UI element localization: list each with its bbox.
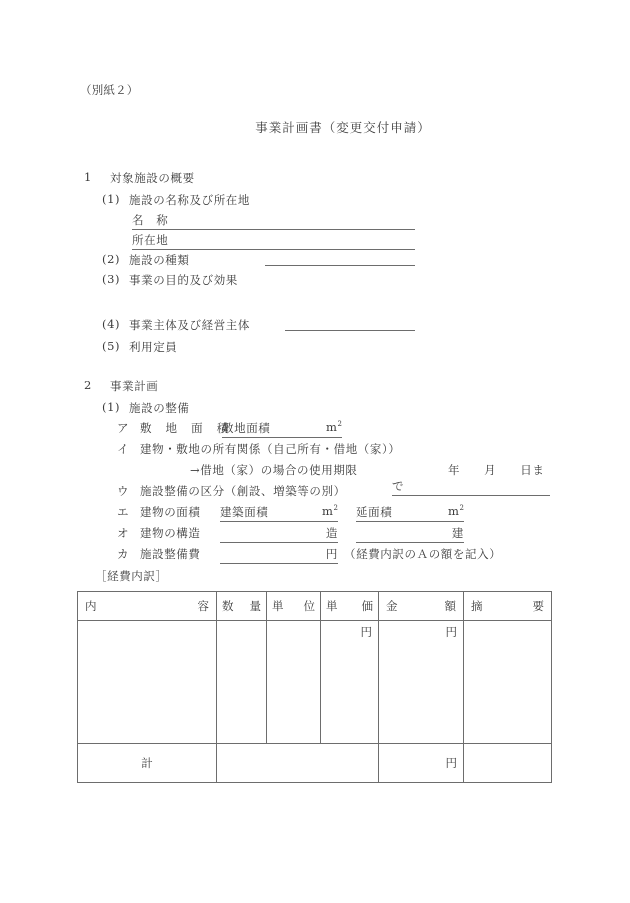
cost-breakdown-table <box>77 591 552 783</box>
section1-item-3-label: 事業の目的及び効果 <box>129 273 238 287</box>
facility-address-label: 所在地 <box>132 233 169 247</box>
cell-amount-yen: 円 <box>445 625 457 639</box>
cell-quantity[interactable] <box>217 621 267 744</box>
building-area-label: 建築面積 <box>220 505 269 519</box>
table-header-row <box>78 592 552 621</box>
structure-field-2[interactable] <box>356 525 464 543</box>
structure-unit-date: 建 <box>451 526 464 540</box>
building-area-unit: $m^2$ <box>322 504 338 518</box>
row-ka-marker: カ <box>117 547 130 561</box>
col-header-unit-price-text: 単価 <box>326 599 373 613</box>
section1-item-1-label: 施設の名称及び所在地 <box>129 193 250 207</box>
site-area-field[interactable] <box>222 420 342 438</box>
section2-sub-marker: (1) <box>102 400 121 414</box>
facility-cost-field[interactable] <box>220 546 338 564</box>
section2-sub-label: 施設の整備 <box>129 401 190 415</box>
row-e-label: 建物の面積 <box>140 505 201 519</box>
total-floor-area-unit: $m^2$ <box>448 504 464 518</box>
section1-item-4-marker: (4) <box>102 317 121 331</box>
col-header-unit <box>267 592 321 621</box>
col-header-quantity <box>217 592 267 621</box>
row-a-marker: ア <box>117 421 130 435</box>
col-header-unit-price <box>321 592 379 621</box>
lease-day-label: 日まで <box>392 463 545 493</box>
cell-unit-price[interactable] <box>321 621 379 744</box>
section1-number: 1 <box>84 170 92 184</box>
section2-number: 2 <box>84 378 92 392</box>
col-header-quantity-text: 数量 <box>222 599 261 613</box>
section1-item-5-label: 利用定員 <box>129 340 178 354</box>
col-header-amount-text: 金額 <box>386 599 456 613</box>
section1-item-4-label: 事業主体及び経営主体 <box>129 318 250 332</box>
total-floor-area-field[interactable] <box>356 504 464 522</box>
row-ka-label: 施設整備費 <box>140 547 201 561</box>
col-header-unit-text: 単位 <box>272 599 315 613</box>
section1-item-2-label: 施設の種類 <box>129 253 190 267</box>
row-u-label: 施設整備の区分（創設、増築等の別） <box>140 484 346 498</box>
row-a-label: 敷 地 面 積 <box>140 421 234 435</box>
cell-amount[interactable] <box>379 621 464 744</box>
page-title <box>0 118 630 136</box>
facility-name-label: 名 称 <box>132 213 169 227</box>
attachment-tag: （別紙２） <box>80 83 139 97</box>
cost-table-caption: ［経費内訳］ <box>95 569 168 583</box>
cell-remarks[interactable] <box>464 621 552 744</box>
row-o-label: 建物の構造 <box>140 526 201 540</box>
section1-item-5-marker: (5) <box>102 339 121 353</box>
lease-period-label: →借地（家）の場合の使用期限 <box>190 463 358 477</box>
cell-unit[interactable] <box>267 621 321 744</box>
facility-address-field[interactable] <box>132 232 415 250</box>
total-floor-area-label: 延面積 <box>356 505 393 519</box>
table-total-row <box>78 744 552 783</box>
section1-item-1-marker: (1) <box>102 192 121 206</box>
row-u-marker: ウ <box>117 484 130 498</box>
row-i-marker: イ <box>117 442 130 456</box>
total-label-text: 計 <box>141 756 153 770</box>
facility-type-input-rule[interactable] <box>265 265 415 266</box>
row-e-marker: エ <box>117 505 130 519</box>
business-entity-input-rule[interactable] <box>285 330 415 331</box>
total-amount-cell[interactable] <box>379 744 464 783</box>
site-area-unit: $m^2$ <box>326 420 342 434</box>
section1-item-3-marker: (3) <box>102 272 121 286</box>
total-label-cell <box>78 744 217 783</box>
facility-cost-unit: 円 <box>325 547 338 561</box>
structure-field-1[interactable] <box>220 525 338 543</box>
site-area-placeholder-label: 敷地面積 <box>222 421 271 435</box>
total-merged-cell[interactable] <box>217 744 379 783</box>
total-amount-yen: 円 <box>445 756 457 770</box>
cell-unit-price-yen: 円 <box>360 625 372 639</box>
row-o-marker: オ <box>117 526 130 540</box>
col-header-remarks-text: 摘要 <box>471 599 544 613</box>
section1-item-2-marker: (2) <box>102 252 121 266</box>
col-header-content <box>78 592 217 621</box>
cell-content[interactable] <box>78 621 217 744</box>
facility-cost-note: （経費内訳のＡの額を記入） <box>344 547 502 561</box>
col-header-content-text: 内容 <box>85 599 209 613</box>
building-area-field[interactable] <box>220 504 338 522</box>
table-row <box>78 621 552 744</box>
col-header-amount <box>379 592 464 621</box>
section2-heading: 事業計画 <box>110 379 159 393</box>
lease-month-label: 月 <box>484 463 497 477</box>
facility-name-field[interactable] <box>132 212 415 230</box>
lease-period-field[interactable] <box>392 462 550 496</box>
page-title-text: 事業計画書（変更交付申請） <box>255 120 431 135</box>
structure-unit-zou: 造 <box>325 526 338 540</box>
lease-year-label: 年 <box>448 463 461 477</box>
row-i-label: 建物・敷地の所有関係（自己所有・借地（家）） <box>140 442 401 456</box>
col-header-remarks <box>464 592 552 621</box>
total-remarks-cell[interactable] <box>464 744 552 783</box>
section1-heading: 対象施設の概要 <box>110 171 195 185</box>
